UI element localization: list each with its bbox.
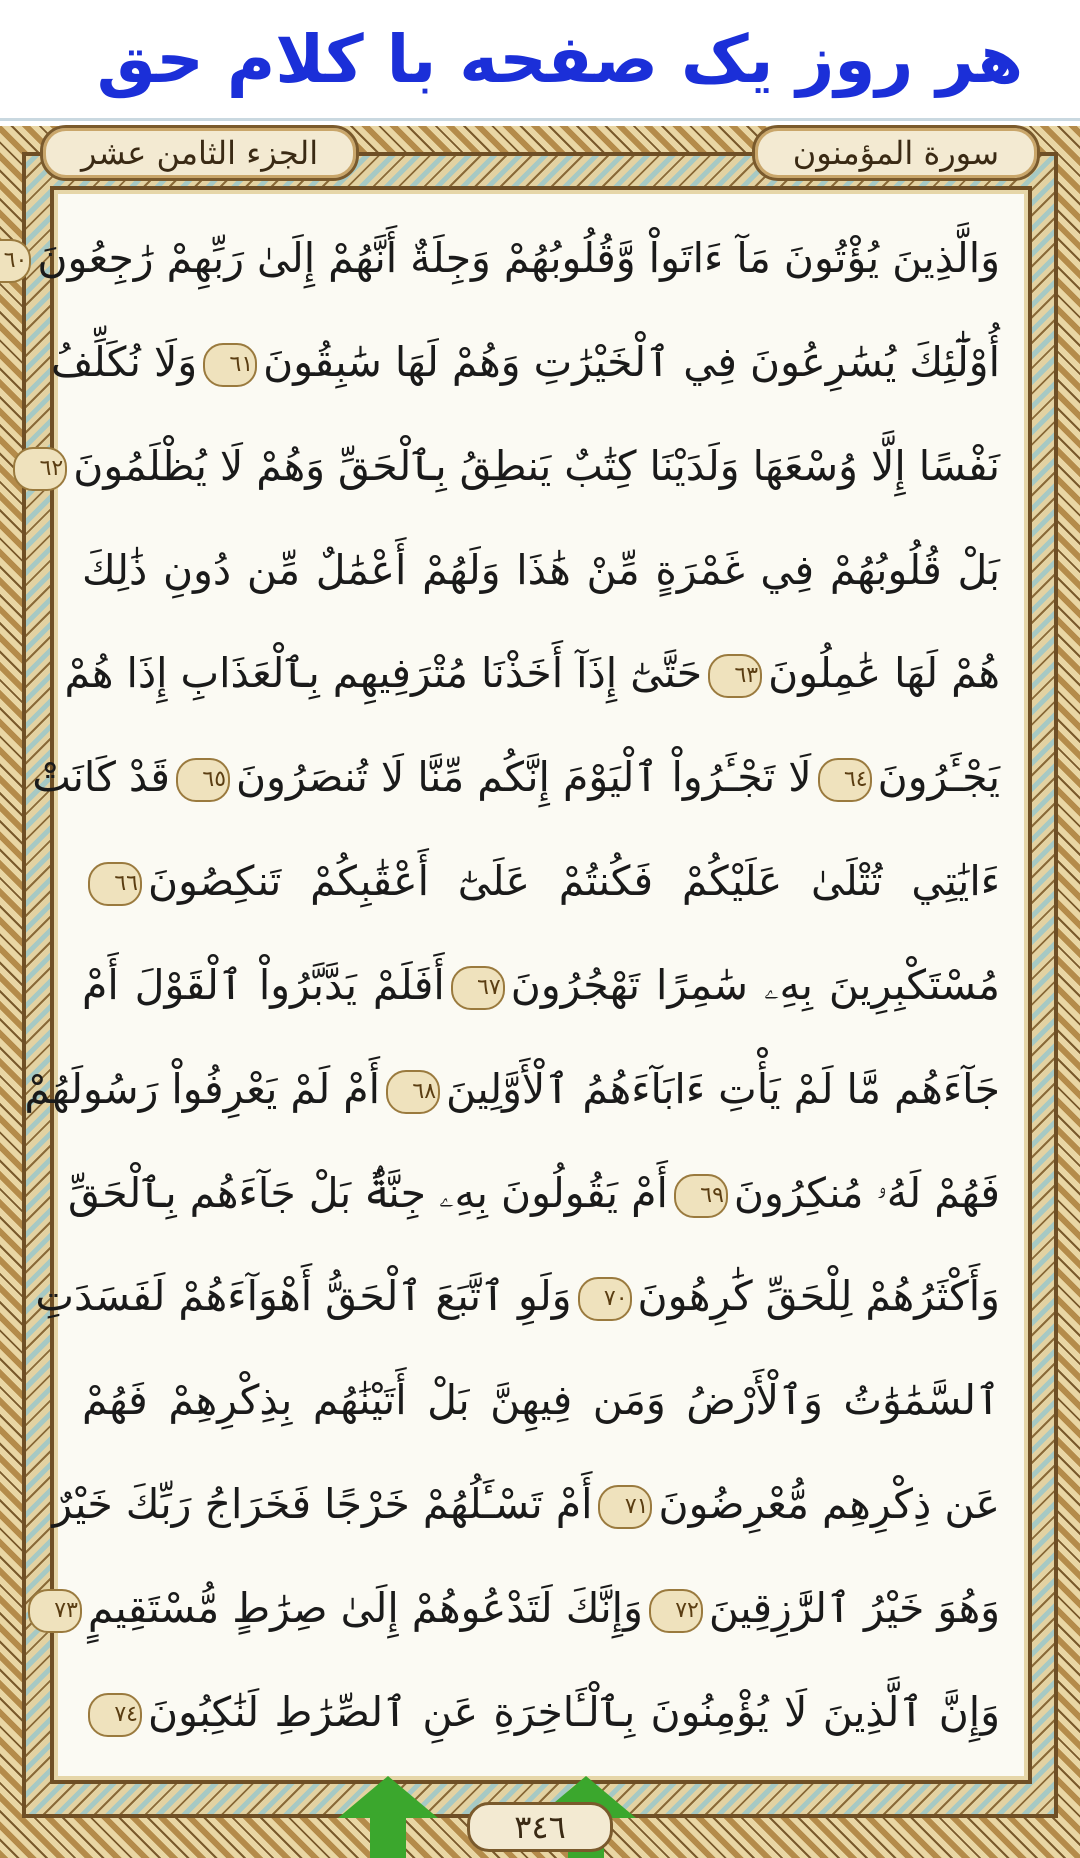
top-banner: [0, 0, 1080, 121]
ayah-number-marker: ٦٥: [176, 758, 230, 802]
verse-text: مُسْتَكْبِرِينَ بِهِۦ سَٰمِرًا تَهْجُرُونَ: [510, 960, 1000, 1009]
ayah-number-marker: ٦١: [203, 343, 257, 387]
verse-text: فَهُمْ لَهُۥ مُنكِرُونَ: [733, 1168, 1000, 1217]
ayah-number-marker: ٦٦: [88, 862, 142, 906]
ayah-number-marker: ٧٠: [578, 1277, 632, 1321]
verse-line: [68, 1147, 1000, 1239]
mushaf-page: [3, 186, 1032, 1784]
verse-line: [52, 1458, 1000, 1550]
verse-text: نَفْسًا إِلَّا وُسْعَهَا وَلَدَيْنَا كِتَٰبٌ يَنطِقُ بِٱلْحَقِّ وَهُمْ لَا يُظْلَمُونَ: [73, 441, 1000, 490]
juz-cartouche: [40, 125, 359, 181]
verse-text: أَمْ لَمْ يَعْرِفُواْ رَسُولَهُمْ: [24, 1064, 381, 1113]
verse-text: قَدْ كَانَتْ: [32, 753, 171, 802]
verse-line: [24, 1043, 1000, 1135]
page-number: ٣٤٦: [514, 1808, 566, 1846]
ayah-number-marker: ٦٧: [451, 966, 505, 1010]
surah-cartouche: [752, 125, 1040, 181]
verse-text: أَمْ تَسْـَٔلُهُمْ خَرْجًا فَخَرَاجُ رَبِّكَ خَيْرٌ: [52, 1480, 593, 1529]
verse-text: يَجْـَٔرُونَ: [877, 753, 1000, 802]
surah-label: سورة المؤمنون: [792, 134, 999, 172]
banner-title: هر روز یک صفحه با کلام حق: [96, 20, 1024, 98]
verse-line: [35, 1250, 1000, 1342]
verse-line: [32, 731, 1000, 823]
verse-text: عَن ذِكْرِهِم مُّعْرِضُونَ: [658, 1480, 1000, 1529]
verse-line: [82, 1666, 1000, 1758]
verse-text: ءَايَٰتِي تُتْلَىٰ عَلَيْكُمْ فَكُنتُمْ عَلَىٰٓ أَعْقَٰبِكُمْ تَنكِصُونَ: [148, 857, 1000, 906]
verse-line: [82, 1354, 1000, 1446]
verse-line: [82, 939, 1000, 1031]
ayah-number-marker: ٦٣: [708, 654, 762, 698]
verse-text: جَآءَهُم مَّا لَمْ يَأْتِ ءَابَآءَهُمُ ٱلْأَوَّلِينَ: [446, 1064, 1000, 1113]
verse-text: وَإِنَّ ٱلَّذِينَ لَا يُؤْمِنُونَ بِٱلْـَٔاخِرَةِ عَنِ ٱلصِّرَٰطِ لَنَٰكِبُونَ: [148, 1687, 1000, 1736]
verse-text: وَلَوِ ٱتَّبَعَ ٱلْحَقُّ أَهْوَآءَهُمْ لَفَسَدَتِ: [35, 1272, 572, 1321]
verse-line: [64, 627, 1000, 719]
verse-text: ٱلسَّمَٰوَٰتُ وَٱلْأَرْضُ وَمَن فِيهِنَّ بَلْ أَتَيْنَٰهُم بِذِكْرِهِمْ فَهُمْ: [82, 1376, 1000, 1425]
ayah-number-marker: ٧٣: [28, 1589, 82, 1633]
verse-line: [54, 1562, 1000, 1654]
verse-text: وَلَا نُكَلِّفُ: [50, 337, 198, 386]
ayah-number-marker: ٧٢: [649, 1589, 703, 1633]
verse-line: [50, 316, 1000, 408]
ayah-number-marker: ٦٩: [674, 1174, 728, 1218]
ayah-number-marker: ٦٠: [0, 239, 31, 283]
page-number-badge: [467, 1802, 613, 1852]
verse-text: لَا تَجْـَٔرُواْ ٱلْيَوْمَ إِنَّكُم مِّنَّا لَا تُنصَرُونَ: [236, 753, 812, 802]
verse-text: وَهُوَ خَيْرُ ٱلرَّٰزِقِينَ: [708, 1583, 1000, 1632]
ayah-number-marker: ٦٨: [386, 1070, 440, 1114]
verse-line: [82, 835, 1000, 927]
verse-text: وَالَّذِينَ يُؤْتُونَ مَآ ءَاتَواْ وَّقُلُوبُهُمْ وَجِلَةٌ أَنَّهُمْ إِلَىٰ رَبِّهِمْ رَٰجِعُونَ: [37, 234, 1000, 282]
verse-text: أَمْ يَقُولُونَ بِهِۦ جِنَّةٌۢ بَلْ جَآءَهُم بِٱلْحَقِّ: [68, 1168, 668, 1217]
juz-label: الجزء الثامن عشر: [81, 134, 319, 172]
verse-lines: [3, 212, 1000, 1758]
ayah-number-marker: ٦٢: [13, 447, 67, 491]
verse-line: [82, 524, 1000, 616]
verse-text: أُوْلَٰٓئِكَ يُسَٰرِعُونَ فِي ٱلْخَيْرَٰتِ وَهُمْ لَهَا سَٰبِقُونَ: [263, 337, 1000, 386]
verse-text: هُمْ لَهَا عَٰمِلُونَ: [768, 649, 1000, 698]
page-header: [40, 126, 1040, 180]
verse-line: [3, 212, 1000, 304]
verse-line: [39, 420, 1000, 512]
verse-text: وَأَكْثَرُهُمْ لِلْحَقِّ كَٰرِهُونَ: [637, 1272, 1000, 1321]
verse-text: بَلْ قُلُوبُهُمْ فِي غَمْرَةٍ مِّنْ هَٰذَا وَلَهُمْ أَعْمَٰلٌ مِّن دُونِ ذَٰلِكَ: [82, 545, 1000, 594]
ayah-number-marker: ٧١: [598, 1485, 652, 1529]
ornamental-frame: [0, 126, 1080, 1858]
ayah-number-marker: ٧٤: [88, 1693, 142, 1737]
verse-text: حَتَّىٰٓ إِذَآ أَخَذْنَا مُتْرَفِيهِم بِٱلْعَذَابِ إِذَا هُمْ: [64, 649, 703, 698]
verse-text: أَفَلَمْ يَدَّبَّرُواْ ٱلْقَوْلَ أَمْ: [82, 960, 445, 1009]
ayah-number-marker: ٦٤: [818, 758, 872, 802]
verse-text: وَإِنَّكَ لَتَدْعُوهُمْ إِلَىٰ صِرَٰطٍ مُّسْتَقِيمٍ: [87, 1583, 643, 1632]
